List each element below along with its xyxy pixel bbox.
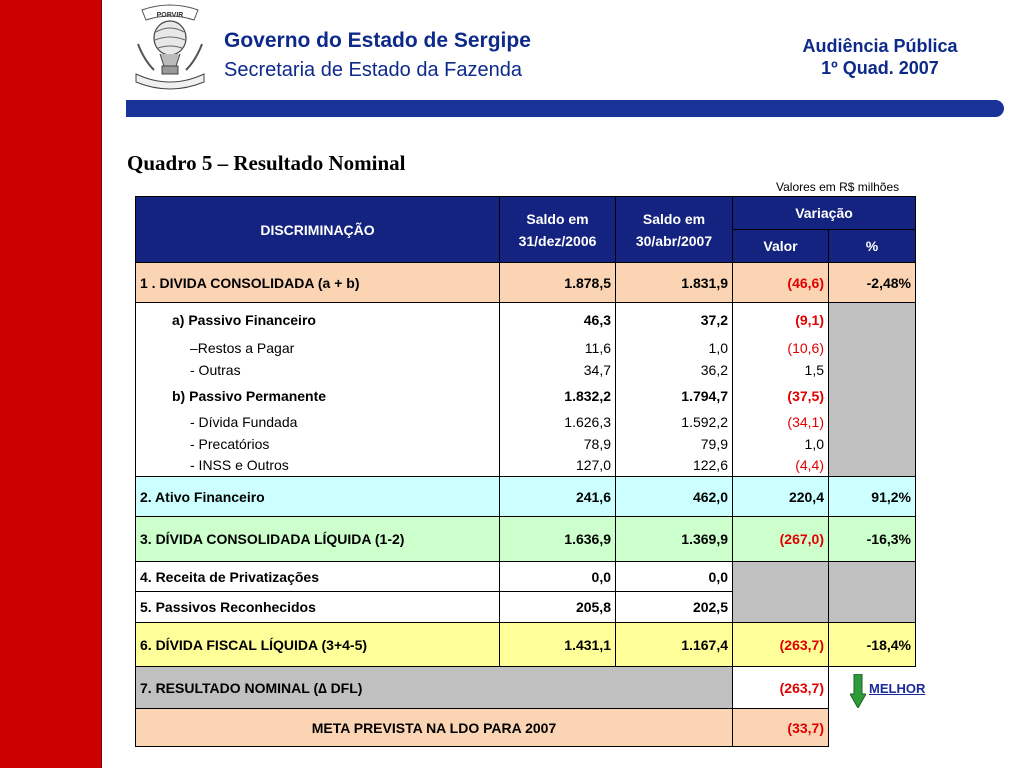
org-subtitle: Secretaria de Estado da Fazenda [224,59,522,81]
row-pct: 91,2% [829,477,916,517]
row-saldo-2006: 205,8 [500,592,616,623]
row-saldo-2006: 1.636,9 [500,517,616,562]
row-saldo-2007: 1,0 [616,337,733,359]
row-saldo-2006: 241,6 [500,477,616,517]
row-valor: (267,0) [733,517,829,562]
row-saldo-2007: 1.167,4 [616,623,733,667]
row-label: 1 . DIVIDA CONSOLIDADA (a + b) [136,263,500,303]
row-saldo-2007: 1.794,7 [616,381,733,411]
table-row [136,303,916,337]
header-variacao: Variação [733,197,916,230]
row-saldo-2006: 34,7 [500,359,616,381]
row-valor: (4,4) [733,455,829,477]
org-title: Governo do Estado de Sergipe [224,29,531,52]
row-saldo-2006: 0,0 [500,562,616,592]
table-title: Quadro 5 – Resultado Nominal [127,151,406,175]
row-label: –Restos a Pagar [136,337,500,359]
row-pct: -16,3% [829,517,916,562]
row-saldo-2006: 78,9 [500,433,616,455]
row-label: 5. Passivos Reconhecidos [136,592,500,623]
row-valor-empty [733,562,829,623]
row-pct-empty [829,709,916,747]
row-saldo-2007: 1.592,2 [616,411,733,433]
row-label: b) Passivo Permanente [136,381,500,411]
row-saldo-2007: 36,2 [616,359,733,381]
down-arrow-icon [850,674,866,708]
table-row [136,433,916,455]
row-pct: -2,48% [829,263,916,303]
table-row [136,667,916,709]
row-saldo-2007: 202,5 [616,592,733,623]
header-discriminacao: DISCRIMINAÇÃO [136,197,500,263]
row-valor: (263,7) [733,667,829,709]
table-row [136,381,916,411]
header-divider-bar-end [950,100,1004,117]
row-valor: (34,1) [733,411,829,433]
row-saldo-2006: 11,6 [500,337,616,359]
header-saldo-2006-date: 31/dez/2006 [518,232,597,249]
table-row [136,517,916,562]
side-color-bar [0,0,102,768]
row-label: 4. Receita de Privatizações [136,562,500,592]
state-coat-of-arms-logo [134,4,206,96]
table-row [136,477,916,517]
logo-motto: PORVIR [156,12,184,19]
row-valor: (46,6) [733,263,829,303]
row-pct-empty [829,303,916,477]
row-label: 6. DÍVIDA FISCAL LÍQUIDA (3+4-5) [136,623,500,667]
row-saldo-2006: 1.878,5 [500,263,616,303]
row-label: 7. RESULTADO NOMINAL (∆ DFL) [136,667,733,709]
row-saldo-2006: 1.832,2 [500,381,616,411]
row-valor: 1,0 [733,433,829,455]
header-saldo-2006-label: Saldo em [526,210,589,227]
table-row [136,337,916,359]
row-label: - Precatórios [136,433,500,455]
row-saldo-2007: 1.831,9 [616,263,733,303]
row-label: 2. Ativo Financeiro [136,477,500,517]
header-valor: Valor [733,230,829,263]
units-note: Valores em R$ milhões [776,180,900,194]
row-label: 3. DÍVIDA CONSOLIDADA LÍQUIDA (1-2) [136,517,500,562]
row-pct-empty [829,562,916,623]
table-row [136,359,916,381]
row-valor: 220,4 [733,477,829,517]
event-title: Audiência Pública [802,36,958,56]
row-valor: (10,6) [733,337,829,359]
header-saldo-2007-label: Saldo em [642,210,706,227]
table-row [136,562,916,592]
row-saldo-2006: 46,3 [500,303,616,337]
row-valor: (9,1) [733,303,829,337]
header-saldo-2007-date: 30/abr/2007 [635,232,713,249]
row-saldo-2007: 122,6 [616,455,733,477]
row-valor: (33,7) [733,709,829,747]
header-divider-bar [126,100,956,117]
row-valor: (37,5) [733,381,829,411]
row-saldo-2007: 1.369,9 [616,517,733,562]
row-label: META PREVISTA NA LDO PARA 2007 [136,709,733,747]
table-row [136,709,916,747]
row-pct: -18,4% [829,623,916,667]
melhor-indicator-label: MELHOR [869,681,926,696]
table-row [136,263,916,303]
row-label: - INSS e Outros [136,455,500,477]
row-saldo-2006: 127,0 [500,455,616,477]
event-heading [760,35,1000,79]
row-saldo-2007: 0,0 [616,562,733,592]
row-valor: 1,5 [733,359,829,381]
row-saldo-2006: 1.626,3 [500,411,616,433]
resultado-nominal-table [135,196,916,747]
row-saldo-2007: 79,9 [616,433,733,455]
header-pct: % [829,230,916,263]
row-label: - Outras [136,359,500,381]
table-row [136,455,916,477]
row-saldo-2007: 462,0 [616,477,733,517]
table-header-row [136,197,916,230]
row-label: - Dívida Fundada [136,411,500,433]
header-saldo-2006 [500,197,616,263]
table-row [136,623,916,667]
row-valor: (263,7) [733,623,829,667]
header-saldo-2007 [616,197,733,263]
table-row [136,411,916,433]
row-label: a) Passivo Financeiro [136,303,500,337]
event-period: 1º Quad. 2007 [821,58,939,78]
row-saldo-2006: 1.431,1 [500,623,616,667]
row-saldo-2007: 37,2 [616,303,733,337]
